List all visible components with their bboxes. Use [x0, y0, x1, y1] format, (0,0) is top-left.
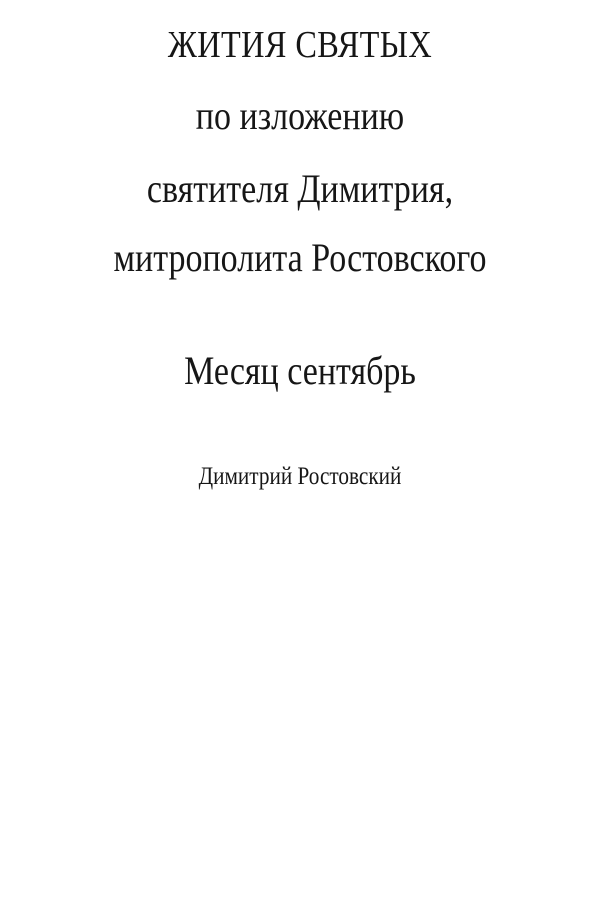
subtitle-line-1: по изложению [195, 93, 405, 138]
section-title: Месяц сентябрь [184, 348, 416, 393]
subtitle-line-2: святителя Димитрия, [146, 166, 454, 211]
author-name: Димитрий Ростовский [198, 463, 402, 490]
subtitle-line-3: митрополита Ростовского [113, 235, 487, 280]
book-title: ЖИТИЯ СВЯТЫХ [167, 24, 433, 66]
